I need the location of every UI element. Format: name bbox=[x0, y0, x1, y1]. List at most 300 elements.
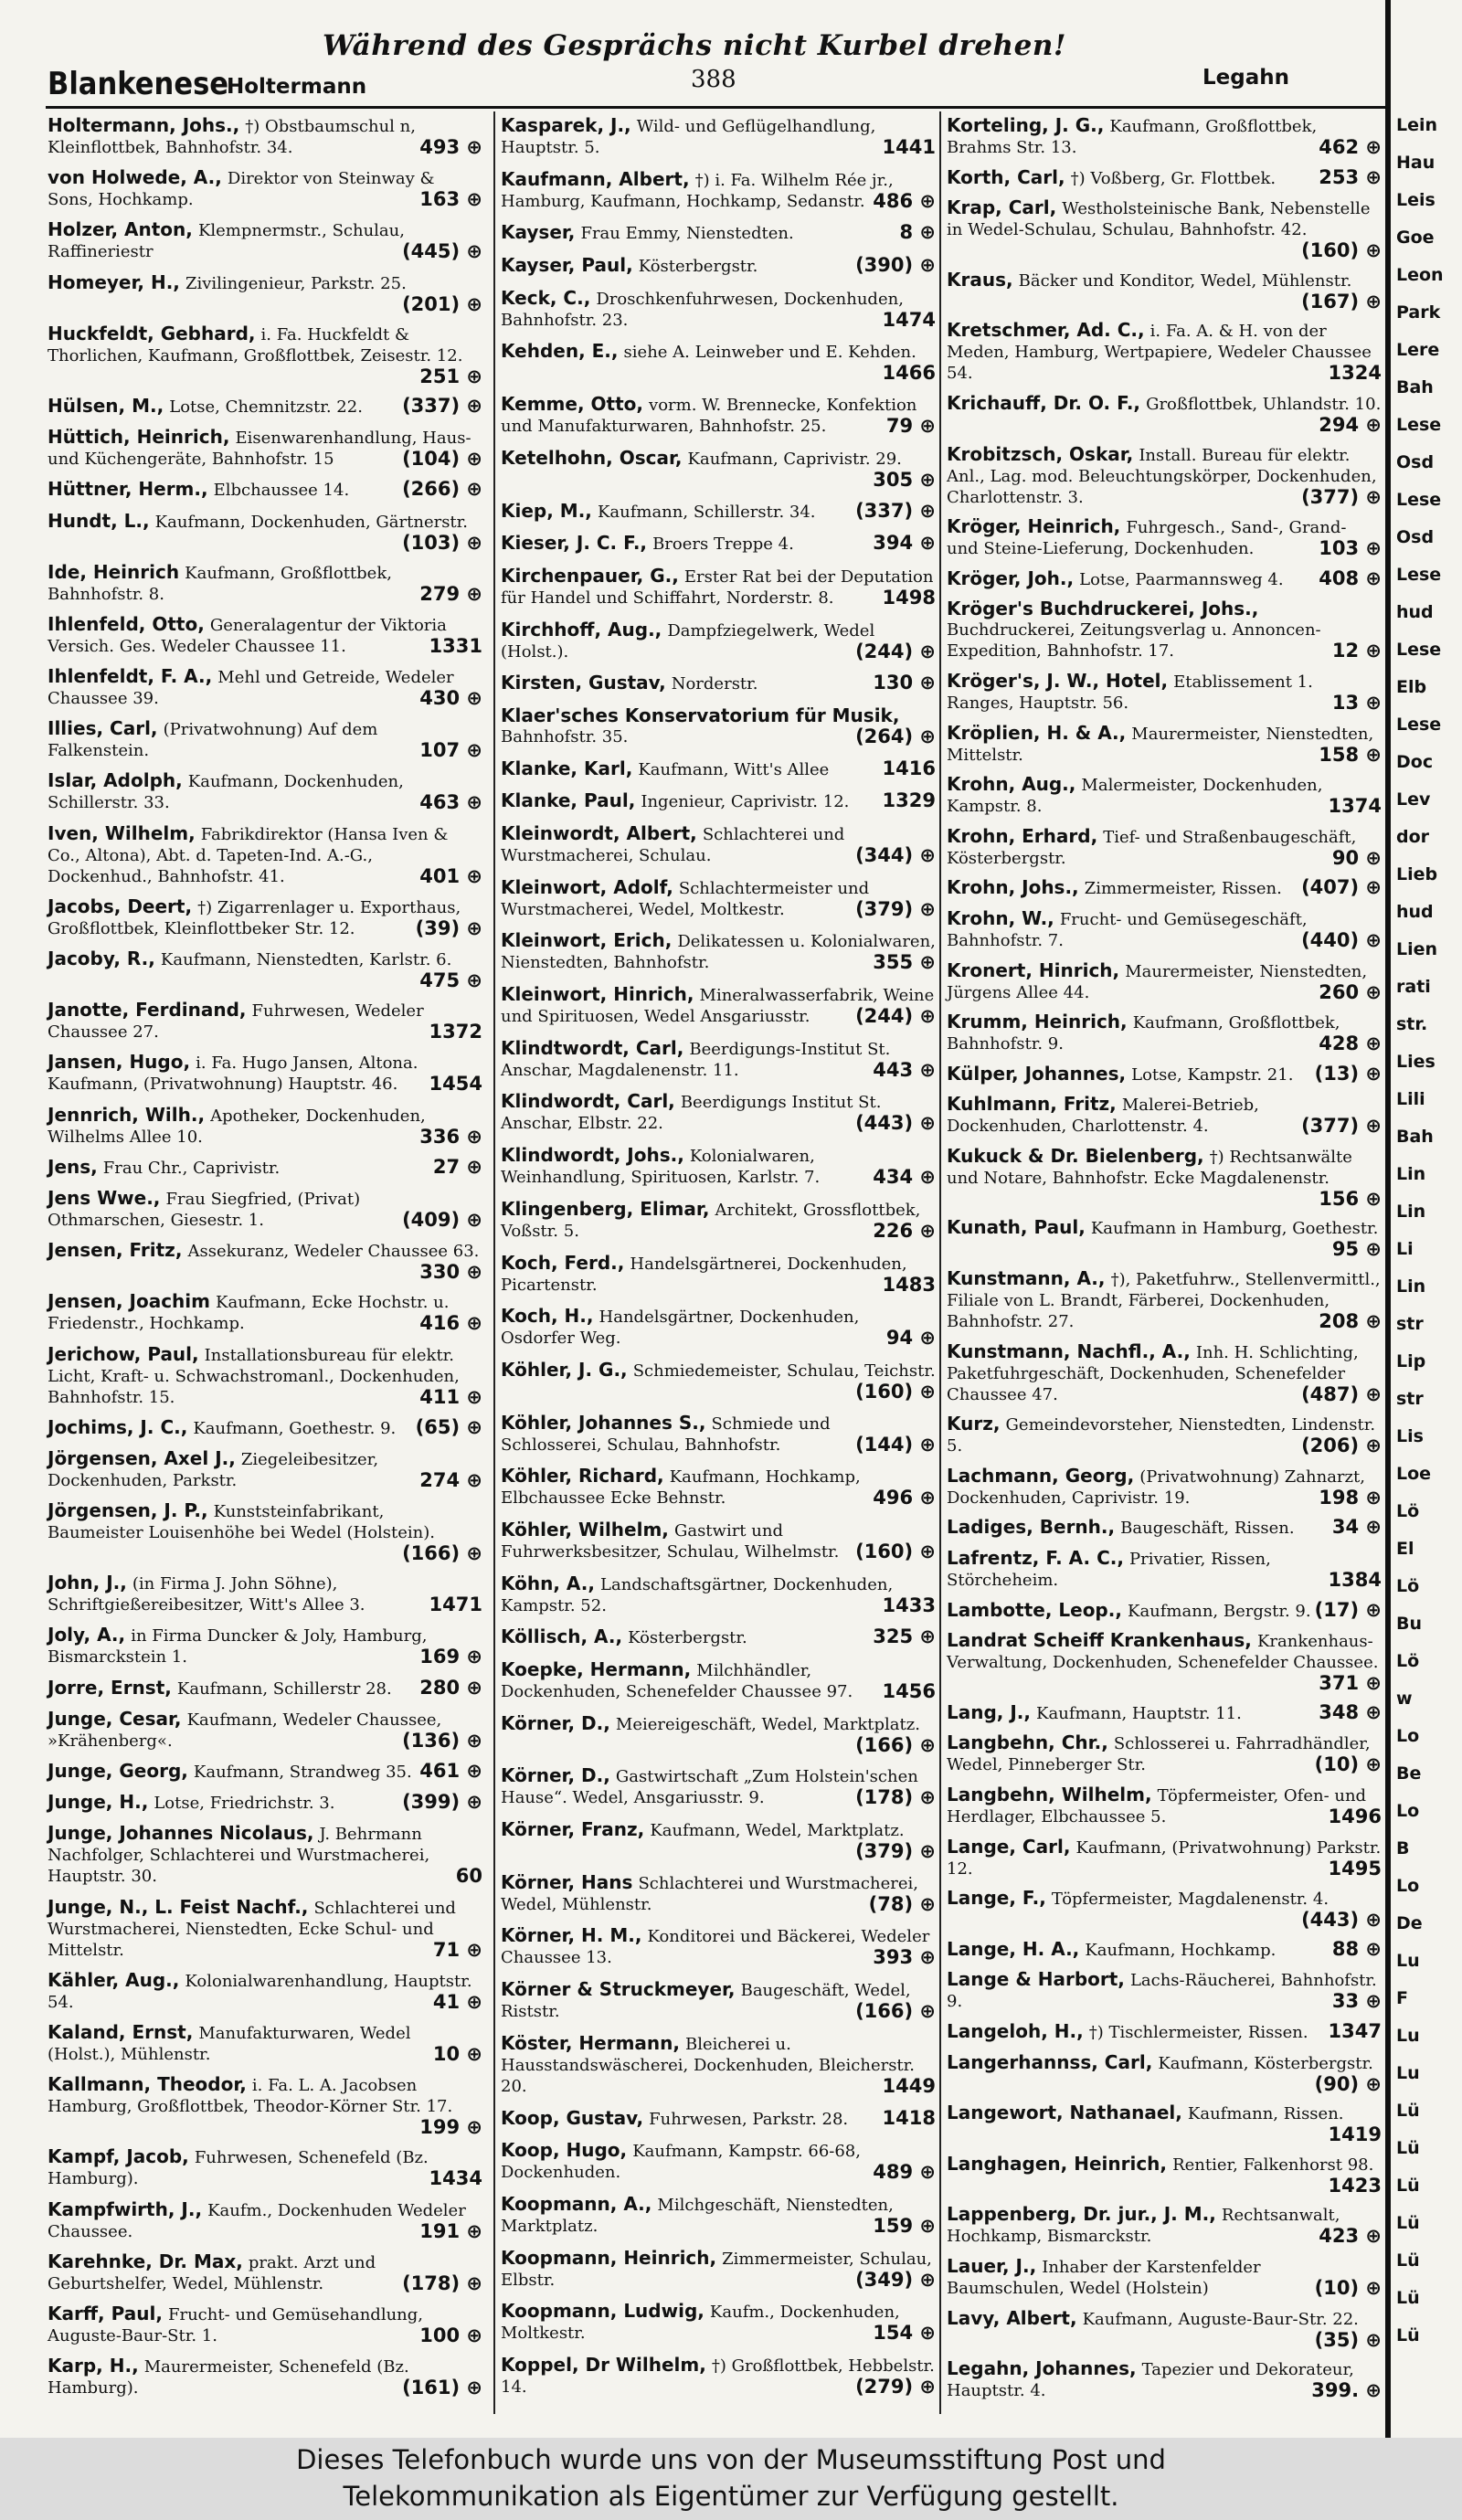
cut-off-entry-fragment: rati bbox=[1396, 977, 1431, 997]
directory-entry bbox=[501, 2108, 938, 2130]
phone-number: (377) ⊕ bbox=[1301, 485, 1382, 508]
phone-number: 1434 bbox=[429, 2167, 482, 2190]
subscriber-details: Kösterbergstr. bbox=[628, 1628, 747, 1648]
page-edge-rule bbox=[1385, 0, 1391, 2438]
directory-entry bbox=[947, 960, 1383, 1003]
subscriber-details: Bleicherei u. Hausstandswäscherei, Dockenhuden, Bleicherstr. 20. bbox=[501, 2034, 916, 2096]
directory-entry bbox=[947, 1094, 1383, 1137]
subscriber-name: Lange, F., bbox=[947, 1887, 1046, 1910]
directory-entry bbox=[947, 826, 1383, 869]
phone-number: 34 ⊕ bbox=[1331, 1516, 1382, 1539]
phone-number: 198 ⊕ bbox=[1319, 1486, 1382, 1509]
subscriber-details: Kaufmann, Goethestr. 9. bbox=[193, 1418, 397, 1438]
subscriber-name: Homeyer, H., bbox=[48, 270, 180, 293]
directory-entry bbox=[48, 1500, 484, 1563]
phone-number: (443) ⊕ bbox=[855, 1112, 936, 1135]
directory-entry bbox=[947, 2154, 1383, 2196]
cut-off-entry-fragment: Lies bbox=[1396, 1052, 1436, 1072]
subscriber-name: Kraus, bbox=[947, 268, 1013, 291]
directory-entry bbox=[501, 1872, 938, 1915]
subscriber-name: Kretschmer, Ad. C., bbox=[947, 319, 1145, 342]
directory-entry bbox=[501, 1765, 938, 1808]
cut-off-entry-fragment: str bbox=[1396, 1314, 1424, 1334]
phone-number: 1372 bbox=[429, 1021, 482, 1043]
subscriber-details: Kaufm., Dockenhuden, Moltkestr. bbox=[501, 2303, 900, 2344]
phone-number: 169 ⊕ bbox=[419, 1646, 482, 1668]
cut-off-entry-fragment: Lip bbox=[1396, 1351, 1426, 1371]
directory-entry bbox=[501, 255, 938, 277]
page-banner: Während des Gesprächs nicht Kurbel drehen! bbox=[323, 29, 1066, 62]
subscriber-name: Körner & Struckmeyer, bbox=[501, 1978, 736, 2001]
phone-number: 496 ⊕ bbox=[873, 1487, 936, 1509]
subscriber-details: Westholsteinische Bank, Nebenstelle in Wedel-Schulau, Schulau, Bahnhofstr. 42. bbox=[947, 199, 1371, 240]
subscriber-details: Baugeschäft, Wedel, Riststr. bbox=[501, 1981, 911, 2022]
subscriber-name: Krumm, Heinrich, bbox=[947, 1011, 1128, 1033]
phone-number: (344) ⊕ bbox=[855, 844, 936, 866]
directory-entry bbox=[501, 394, 938, 437]
subscriber-name: Jens Wwe., bbox=[48, 1186, 161, 1209]
subscriber-name: Köhler, Wilhelm, bbox=[501, 1518, 669, 1541]
subscriber-name: Joly, A., bbox=[48, 1624, 126, 1646]
city-heading: Blankenese bbox=[48, 66, 229, 102]
cut-off-entry-fragment: hud bbox=[1396, 602, 1434, 622]
subscriber-details: Lachs-Räucherei, Bahnhofstr. 9. bbox=[947, 1971, 1377, 2012]
phone-number: 489 ⊕ bbox=[873, 2161, 936, 2184]
subscriber-details: Kaufmann, Kösterbergstr. bbox=[1158, 2053, 1373, 2073]
directory-entry bbox=[947, 1732, 1383, 1775]
subscriber-name: Kröger's Buchdruckerei, Johs., bbox=[947, 598, 1259, 620]
subscriber-details: Fabrikdirektor (Hansa Iven & Co., Altona), Abt. d. Tapeten-Ind. A.-G., Dockenhud., Bahnhofstr. 41. bbox=[48, 824, 449, 886]
directory-entry bbox=[947, 568, 1383, 590]
phone-number: 94 ⊕ bbox=[885, 1327, 936, 1350]
cut-off-entry-fragment: Lis bbox=[1396, 1426, 1424, 1446]
subscriber-name: Korth, Carl, bbox=[947, 165, 1065, 188]
subscriber-name: Ihlenfeldt, F. A., bbox=[48, 665, 213, 688]
cut-off-entry-fragment: Lu bbox=[1396, 2026, 1420, 2046]
subscriber-name: Krichauff, Dr. O. F., bbox=[947, 391, 1141, 414]
phone-number: 294 ⊕ bbox=[1319, 413, 1382, 436]
subscriber-name: Koopmann, Ludwig, bbox=[501, 2300, 705, 2323]
phone-number: 100 ⊕ bbox=[419, 2324, 482, 2346]
phone-number: 408 ⊕ bbox=[1319, 566, 1382, 589]
subscriber-name: Köhn, A., bbox=[501, 1572, 595, 1594]
phone-number: (440) ⊕ bbox=[1301, 928, 1382, 951]
subscriber-name: Klindtwordt, Carl, bbox=[501, 1036, 684, 1059]
phone-number: (379) ⊕ bbox=[855, 897, 936, 920]
cut-off-entry-fragment: Lin bbox=[1396, 1202, 1426, 1222]
directory-entry bbox=[501, 1253, 938, 1296]
cut-off-entry-fragment: Lieb bbox=[1396, 864, 1438, 884]
phone-number: 1483 bbox=[882, 1273, 936, 1296]
phone-number: 371 ⊕ bbox=[1319, 1672, 1382, 1695]
phone-number: (266) ⊕ bbox=[402, 478, 482, 501]
phone-number: 463 ⊕ bbox=[419, 791, 482, 814]
subscriber-details: Bäcker und Konditor, Wedel, Mühlenstr. bbox=[1018, 270, 1352, 291]
phone-number: 158 ⊕ bbox=[1319, 743, 1382, 766]
subscriber-details: Kaufmann, Strandweg 35. bbox=[193, 1763, 412, 1782]
subscriber-details: Frucht- und Gemüsehandlung, Auguste-Baur-Str. 1. bbox=[48, 2304, 424, 2345]
cut-off-entry-fragment: Lü bbox=[1396, 2213, 1420, 2233]
subscriber-name: Kröplien, H. & A., bbox=[947, 721, 1127, 744]
cut-off-entry-fragment: Lili bbox=[1396, 1089, 1425, 1109]
phone-number: (443) ⊕ bbox=[1301, 1909, 1382, 1932]
subscriber-name: Landrat Scheiff Krankenhaus, bbox=[947, 1629, 1252, 1652]
directory-entry bbox=[501, 930, 938, 973]
directory-entry bbox=[501, 566, 938, 609]
directory-entry bbox=[48, 2146, 484, 2189]
phone-number: (160) ⊕ bbox=[855, 1380, 936, 1403]
phone-number: (445) ⊕ bbox=[402, 240, 482, 263]
subscriber-details: Direktor von Steinway & Sons, Hochkamp. bbox=[48, 169, 435, 210]
directory-entry bbox=[48, 427, 484, 470]
subscriber-name: Korteling, J. G., bbox=[947, 114, 1105, 136]
directory-entry bbox=[48, 1188, 484, 1231]
subscriber-name: Janotte, Ferdinand, bbox=[48, 999, 247, 1022]
subscriber-name: Kayser, Paul, bbox=[501, 254, 633, 277]
subscriber-name: Jerichow, Paul, bbox=[48, 1342, 199, 1365]
subscriber-name: Koopmann, A., bbox=[501, 2192, 652, 2215]
cut-off-entry-fragment: Bu bbox=[1396, 1614, 1423, 1634]
directory-entry bbox=[501, 1659, 938, 1702]
subscriber-details: †) Voßberg, Gr. Flottbek. bbox=[1070, 168, 1277, 188]
phone-number: 60 bbox=[455, 1865, 482, 1888]
directory-entry bbox=[48, 1417, 484, 1439]
subscriber-details: Zimmermeister, Rissen. bbox=[1084, 879, 1282, 899]
subscriber-name: Krohn, Aug., bbox=[947, 773, 1076, 796]
subscriber-details: Maurermeister, Schenefeld (Bz. Hamburg). bbox=[48, 2357, 409, 2398]
subscriber-details: Malerei-Betrieb, Dockenhuden, Charlottenstr. 4. bbox=[947, 1096, 1259, 1137]
subscriber-name: Langewort, Nathanael, bbox=[947, 2102, 1182, 2124]
subscriber-details: Beerdigungs-Institut St. Anschar, Magdalenenstr. 11. bbox=[501, 1039, 891, 1080]
phone-number: (78) ⊕ bbox=[868, 1892, 936, 1915]
cut-off-entry-fragment: Lo bbox=[1396, 1726, 1420, 1746]
subscriber-details: siehe A. Leinweber und E. Kehden. bbox=[623, 343, 916, 363]
subscriber-details: Meiereigeschäft, Wedel, Marktplatz. bbox=[615, 1714, 920, 1734]
directory-entry bbox=[48, 1105, 484, 1148]
subscriber-name: Köhler, Richard, bbox=[501, 1465, 664, 1488]
directory-entry bbox=[48, 2074, 484, 2137]
directory-entry bbox=[947, 1784, 1383, 1827]
subscriber-name: Langeloh, H., bbox=[947, 2019, 1084, 2042]
subscriber-name: Hundt, L., bbox=[48, 509, 150, 532]
subscriber-name: Junge, Georg, bbox=[48, 1760, 188, 1782]
subscriber-name: Kleinwordt, Albert, bbox=[501, 822, 697, 844]
phone-number: 330 ⊕ bbox=[419, 1261, 482, 1284]
subscriber-details: Delikatessen u. Kolonialwaren, Nienstedten, Bahnhofstr. bbox=[501, 932, 936, 973]
subscriber-details: Maurermeister, Nienstedten, Jürgens Allee 44. bbox=[947, 961, 1368, 1002]
subscriber-details: in Firma Duncker & Joly, Hamburg, Bismarckstein 1. bbox=[48, 1626, 428, 1668]
subscriber-details: Buchdruckerei, Zeitungsverlag u. Annoncen-Expedition, Bahnhofstr. 17. bbox=[947, 620, 1321, 662]
directory-entry bbox=[947, 1064, 1383, 1085]
subscriber-details: Kaufmann, Schillerstr 28. bbox=[176, 1678, 392, 1699]
directory-entry bbox=[48, 1344, 484, 1408]
directory-entry bbox=[501, 619, 938, 662]
phone-number: 1496 bbox=[1328, 1805, 1382, 1827]
subscriber-details: Tief- und Straßenbaugeschäft, Kösterbergstr. bbox=[947, 827, 1357, 868]
subscriber-details: Kaufmann, Hauptstr. 11. bbox=[1036, 1703, 1242, 1723]
directory-entry bbox=[48, 614, 484, 657]
footer-line-1: Dieses Telefonbuch wurde uns von der Museumsstiftung Post und bbox=[296, 2444, 1166, 2475]
cut-off-entry-fragment: Lö bbox=[1396, 1576, 1420, 1596]
phone-number: (178) ⊕ bbox=[855, 1786, 936, 1809]
cut-off-entry-fragment: Lü bbox=[1396, 2176, 1420, 2196]
phone-number: 79 ⊕ bbox=[885, 415, 936, 438]
subscriber-details: Kaufmann, Schillerstr. 34. bbox=[597, 502, 816, 522]
directory-entry bbox=[48, 1625, 484, 1668]
phone-number: (337) ⊕ bbox=[855, 499, 936, 522]
phone-number: 393 ⊕ bbox=[873, 1946, 936, 1969]
phone-number: 434 ⊕ bbox=[873, 1166, 936, 1189]
phone-number: (10) ⊕ bbox=[1314, 2276, 1382, 2299]
cut-off-entry-fragment: Lien bbox=[1396, 939, 1438, 959]
subscriber-details: Milchhändler, Dockenhuden, Schenefelder Chaussee 97. bbox=[501, 1661, 853, 1701]
subscriber-name: Kröger, Heinrich, bbox=[947, 515, 1121, 538]
directory-entry bbox=[947, 1517, 1383, 1539]
subscriber-name: Klindwordt, Johs., bbox=[501, 1144, 684, 1167]
directory-entry bbox=[947, 2204, 1383, 2247]
directory-entry bbox=[501, 1199, 938, 1242]
subscriber-name: Körner, D., bbox=[501, 1764, 610, 1787]
subscriber-details: Architekt, Grossflottbek, Voßstr. 5. bbox=[501, 1200, 921, 1241]
subscriber-details: Landschaftsgärtner, Dockenhuden, Kampstr. 52. bbox=[501, 1574, 894, 1615]
directory-entry bbox=[947, 2308, 1383, 2350]
directory-entry bbox=[501, 1091, 938, 1134]
subscriber-name: Kunath, Paul, bbox=[947, 1216, 1086, 1239]
phone-number: 1471 bbox=[429, 1594, 482, 1616]
phone-number: 8 ⊕ bbox=[899, 221, 936, 244]
subscriber-details: Kaufmann, Großflottbek, Bahnhofstr. 8. bbox=[48, 563, 392, 604]
subscriber-details: Kaufm., Dockenhuden Wedeler Chaussee. bbox=[48, 2200, 466, 2241]
subscriber-name: Kröger's, J. W., Hotel, bbox=[947, 669, 1169, 692]
directory-entry bbox=[48, 115, 484, 158]
directory-entry bbox=[48, 718, 484, 761]
phone-number: 401 ⊕ bbox=[419, 864, 482, 887]
phone-number: 443 ⊕ bbox=[873, 1058, 936, 1081]
subscriber-details: Gastwirt und Fuhrwerksbesitzer, Schulau, Wilhelmstr. bbox=[501, 1520, 840, 1562]
subscriber-name: Junge, Johannes Nicolaus, bbox=[48, 1822, 314, 1845]
directory-entry bbox=[947, 2021, 1383, 2043]
phone-number: 1347 bbox=[1328, 2019, 1382, 2042]
phone-number: (244) ⊕ bbox=[855, 1005, 936, 1028]
subscriber-name: Kemme, Otto, bbox=[501, 393, 643, 416]
cut-off-entry-fragment: Lü bbox=[1396, 2250, 1420, 2271]
phone-number: 1324 bbox=[1328, 362, 1382, 385]
subscriber-details: Kaufmann, Kampstr. 66-68, Dockenhuden. bbox=[501, 2142, 861, 2183]
phone-number: 430 ⊕ bbox=[419, 687, 482, 710]
directory-entry bbox=[501, 1573, 938, 1616]
subscriber-name: Kayser, bbox=[501, 221, 576, 244]
subscriber-name: Hülsen, M., bbox=[48, 394, 164, 417]
directory-entry bbox=[501, 2301, 938, 2344]
subscriber-name: Lambotte, Leop., bbox=[947, 1598, 1122, 1621]
subscriber-details: Installationsbureau für elektr. Licht, Kraft- u. Schwachstromanl., Dockenhuden, Bahnhofstr. 15. bbox=[48, 1345, 460, 1407]
subscriber-name: Köllisch, A., bbox=[501, 1625, 623, 1648]
subscriber-details: Schlachtermeister und Wurstmacherei, Wedel, Moltkestr. bbox=[501, 878, 870, 919]
subscriber-name: Holtermann, Johs., bbox=[48, 114, 240, 136]
phone-number: 13 ⊕ bbox=[1331, 691, 1382, 714]
cut-off-entry-fragment: str. bbox=[1396, 1014, 1428, 1034]
phone-number: 336 ⊕ bbox=[419, 1125, 482, 1148]
cut-off-entry-fragment: Lü bbox=[1396, 2288, 1420, 2308]
subscriber-details: Gemeindevorsteher, Nienstedten, Lindenstr. 5. bbox=[947, 1415, 1376, 1456]
directory-entry bbox=[48, 823, 484, 887]
cut-off-entry-fragment: El bbox=[1396, 1539, 1414, 1559]
phone-number: 348 ⊕ bbox=[1319, 1700, 1382, 1723]
subscriber-name: Köhler, J. G., bbox=[501, 1358, 628, 1381]
cut-off-entry-fragment: Lese bbox=[1396, 565, 1442, 585]
phone-number: (161) ⊕ bbox=[402, 2377, 482, 2399]
subscriber-details: Frucht- und Gemüsegeschäft, Bahnhofstr. 7. bbox=[947, 909, 1308, 950]
phone-number: 12 ⊕ bbox=[1331, 640, 1382, 662]
phone-number: (206) ⊕ bbox=[1301, 1435, 1382, 1457]
phone-number: 1329 bbox=[882, 789, 936, 812]
subscriber-details: Baugeschäft, Rissen. bbox=[1120, 1519, 1295, 1539]
subscriber-name: Krobitzsch, Oskar, bbox=[947, 442, 1134, 465]
subscriber-name: Ide, Heinrich bbox=[48, 560, 180, 583]
subscriber-name: Langbehn, Chr., bbox=[947, 1731, 1108, 1754]
directory-entry bbox=[501, 2033, 938, 2097]
cut-off-entry-fragment: Li bbox=[1396, 1239, 1414, 1259]
subscriber-name: Kampf, Jacob, bbox=[48, 2145, 189, 2168]
phone-number: (279) ⊕ bbox=[855, 2375, 936, 2398]
directory-entry bbox=[48, 2022, 484, 2065]
directory-entry bbox=[947, 444, 1383, 508]
phone-number: 1418 bbox=[882, 2106, 936, 2129]
subscriber-name: John, J., bbox=[48, 1572, 127, 1594]
phone-number: 1466 bbox=[882, 362, 936, 385]
directory-entry bbox=[48, 1709, 484, 1752]
directory-entry bbox=[947, 270, 1383, 312]
subscriber-name: Kaufmann, Albert, bbox=[501, 167, 690, 190]
subscriber-details: Ingenieur, Caprivistr. 12. bbox=[641, 792, 850, 812]
cut-off-entry-fragment: Lu bbox=[1396, 1951, 1420, 1971]
subscriber-name: Kaland, Ernst, bbox=[48, 2020, 194, 2043]
subscriber-name: Jörgensen, J. P., bbox=[48, 1499, 208, 1522]
phone-number: 1416 bbox=[882, 757, 936, 779]
subscriber-details: Dampfziegelwerk, Wedel (Holst.). bbox=[501, 620, 875, 662]
phone-number: 159 ⊕ bbox=[873, 2214, 936, 2237]
subscriber-name: Kirsten, Gustav, bbox=[501, 672, 666, 694]
subscriber-name: Huckfeldt, Gebhard, bbox=[48, 322, 256, 344]
phone-number: 1423 bbox=[1328, 2174, 1382, 2197]
subscriber-details: Krankenhaus-Verwaltung, Dockenhuden, Schenefelder Chaussee. bbox=[947, 1632, 1379, 1673]
subscriber-name: Kunstmann, A., bbox=[947, 1267, 1106, 1290]
subscriber-name: Holzer, Anton, bbox=[48, 218, 193, 241]
subscriber-name: Kleinwort, Adolf, bbox=[501, 875, 673, 898]
subscriber-details: Frau Siegfried, (Privat) Othmarschen, Giesestr. 1. bbox=[48, 1189, 361, 1230]
phone-number: 274 ⊕ bbox=[419, 1468, 482, 1491]
subscriber-name: Ketelhohn, Oscar, bbox=[501, 446, 683, 469]
directory-entry bbox=[48, 1897, 484, 1961]
cut-off-entry-fragment: w bbox=[1396, 1689, 1413, 1709]
directory-entry bbox=[48, 323, 484, 386]
phone-number: (178) ⊕ bbox=[402, 2271, 482, 2294]
subscriber-name: Lange & Harbort, bbox=[947, 1968, 1125, 1991]
subscriber-details: Rechtsanwalt, Hochkamp, Bismarckstr. bbox=[947, 2206, 1340, 2247]
phone-number: 416 ⊕ bbox=[419, 1312, 482, 1335]
cut-off-entry-fragment: Lese bbox=[1396, 715, 1442, 735]
directory-entry bbox=[947, 1268, 1383, 1332]
phone-number: (399) ⊕ bbox=[402, 1791, 482, 1814]
directory-entry bbox=[947, 1969, 1383, 2012]
directory-entry bbox=[947, 197, 1383, 260]
subscriber-name: Klingenberg, Elimar, bbox=[501, 1197, 710, 1220]
cut-off-entry-fragment: Lü bbox=[1396, 2101, 1420, 2121]
cut-off-entry-fragment: Hau bbox=[1396, 153, 1436, 173]
subscriber-details: Kaufmann, Dockenhuden, Schillerstr. 33. bbox=[48, 772, 404, 813]
subscriber-details: Ziegeleibesitzer, Dockenhuden, Parkstr. bbox=[48, 1449, 379, 1490]
subscriber-name: Koop, Gustav, bbox=[501, 2106, 644, 2129]
cut-off-entry-fragment: Osd bbox=[1396, 527, 1435, 547]
subscriber-name: Lange, Carl, bbox=[947, 1835, 1071, 1858]
subscriber-name: Körner, Hans bbox=[501, 1870, 633, 1893]
subscriber-name: Külper, Johannes, bbox=[947, 1062, 1127, 1085]
phone-number: 251 ⊕ bbox=[419, 365, 482, 387]
subscriber-details: Kolonialwaren, Weinhandlung, Spirituosen, Karlstr. 7. bbox=[501, 1147, 821, 1188]
phone-number: 1495 bbox=[1328, 1857, 1382, 1879]
directory-entry bbox=[501, 1626, 938, 1648]
directory-entry bbox=[501, 341, 938, 383]
directory-entry bbox=[48, 1448, 484, 1491]
subscriber-details: Maurermeister, Nienstedten, Mittelstr. bbox=[947, 724, 1374, 765]
subscriber-name: Jens, bbox=[48, 1155, 98, 1178]
phone-number: 27 ⊕ bbox=[432, 1155, 482, 1178]
subscriber-name: Lange, H. A., bbox=[947, 1937, 1080, 1960]
directory-entry bbox=[947, 1837, 1383, 1879]
subscriber-name: Kehden, E., bbox=[501, 340, 619, 363]
phone-number: (377) ⊕ bbox=[1301, 1115, 1382, 1138]
subscriber-details: Töpfermeister, Ofen- und Herdlager, Elbchaussee 5. bbox=[947, 1786, 1367, 1826]
subscriber-name: Kirchhoff, Aug., bbox=[501, 618, 662, 641]
phone-number: 305 ⊕ bbox=[873, 468, 936, 491]
directory-entry bbox=[501, 448, 938, 490]
directory-entry bbox=[48, 272, 484, 314]
cut-off-entry-fragment: Lü bbox=[1396, 2325, 1420, 2345]
directory-entry bbox=[947, 2256, 1383, 2299]
subscriber-name: Körner, Franz, bbox=[501, 1818, 645, 1841]
subscriber-details: Assekuranz, Wedeler Chaussee 63. bbox=[187, 1242, 480, 1262]
directory-entry bbox=[947, 877, 1383, 899]
phone-number: 199 ⊕ bbox=[419, 2116, 482, 2139]
cut-off-entry-fragment: Lu bbox=[1396, 2063, 1420, 2083]
directory-entry bbox=[501, 115, 938, 158]
phone-number: (160) ⊕ bbox=[855, 1540, 936, 1562]
column-divider bbox=[939, 111, 941, 2414]
phone-number: 1498 bbox=[882, 586, 936, 609]
subscriber-details: Eisenwarenhandlung, Haus- und Küchengeräte, Bahnhofstr. 15 bbox=[48, 429, 471, 470]
directory-entry bbox=[947, 1217, 1383, 1259]
directory-entry bbox=[947, 1414, 1383, 1456]
phone-number: 33 ⊕ bbox=[1331, 1990, 1382, 2013]
directory-entry bbox=[48, 1792, 484, 1814]
phone-number: 1384 bbox=[1328, 1569, 1382, 1592]
header-rule bbox=[46, 106, 1385, 109]
phone-number: (160) ⊕ bbox=[1301, 239, 1382, 262]
subscriber-name: Jansen, Hugo, bbox=[48, 1051, 191, 1074]
directory-entry bbox=[48, 479, 484, 501]
phone-number: (10) ⊕ bbox=[1314, 1753, 1382, 1776]
phone-number: (13) ⊕ bbox=[1314, 1062, 1382, 1085]
directory-entry bbox=[501, 1360, 938, 1402]
directory-entry bbox=[947, 671, 1383, 714]
directory-entry bbox=[501, 501, 938, 523]
directory-entry bbox=[501, 758, 938, 780]
subscriber-name: Lauer, J., bbox=[947, 2254, 1037, 2277]
directory-entry bbox=[48, 1052, 484, 1095]
directory-entry bbox=[48, 1970, 484, 2013]
subscriber-name: Lavy, Albert, bbox=[947, 2306, 1077, 2329]
directory-entry bbox=[501, 1466, 938, 1509]
